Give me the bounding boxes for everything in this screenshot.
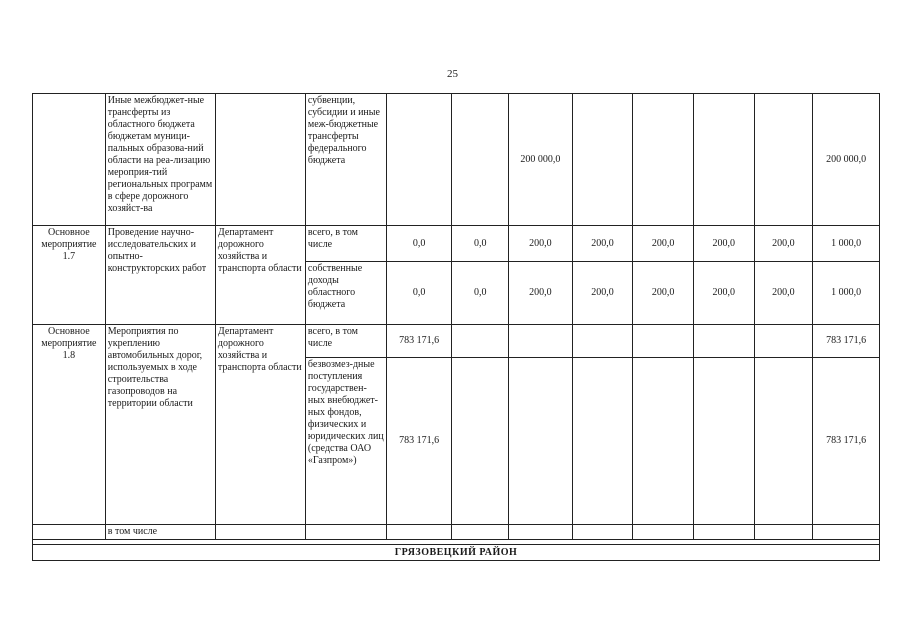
value-2018-cell: 200,0 (633, 226, 694, 262)
value-2014-cell (386, 94, 452, 226)
total-cell: 783 171,6 (813, 358, 880, 525)
value-2020-cell (754, 325, 813, 358)
funding-source-cell (305, 525, 386, 540)
value-2015-cell: 0,0 (452, 262, 509, 325)
funding-source-cell: безвозмез-дные поступления государствен-ных внебюджет-ных фондов, физических и юридических лиц (средства ОАО «Газпром») (305, 358, 386, 525)
total-cell: 1 000,0 (813, 262, 880, 325)
value-2018-cell: 200,0 (633, 262, 694, 325)
table-row (33, 525, 880, 540)
total-cell: 783 171,6 (813, 325, 880, 358)
total-cell: 1 000,0 (813, 226, 880, 262)
code-cell (33, 525, 106, 540)
value-2019-cell: 200,0 (693, 226, 754, 262)
value-2018-cell (633, 525, 694, 540)
value-2017-cell: 200,0 (572, 226, 633, 262)
value-2018-cell (633, 358, 694, 525)
value-2015-cell (452, 525, 509, 540)
activity-name-cell: в том числе (105, 525, 215, 540)
value-2014-cell: 0,0 (386, 262, 452, 325)
activity-name-cell: Мероприятия по укреплению автомобильных дорог, используемых в ходе строительства газопроводов на территории области (105, 325, 215, 525)
executor-cell (215, 94, 305, 226)
executor-cell: Департамент дорожного хозяйства и транспорта области (215, 325, 305, 525)
executor-cell (215, 525, 305, 540)
table-row (33, 94, 880, 226)
total-cell: 200 000,0 (813, 94, 880, 226)
activity-name-cell: Проведение научно-исследовательских и опытно-конструкторских работ (105, 226, 215, 325)
activity-code-cell: Основное мероприятие 1.8 (33, 325, 106, 525)
funding-source-cell: всего, в том числе (305, 226, 386, 262)
value-2015-cell: 0,0 (452, 226, 509, 262)
value-2020-cell (754, 358, 813, 525)
activity-name-cell: Иные межбюджет-ные трансферты из областного бюджета бюджетам муници-пальных образова-ний области на реа-лизацию мероприя-тий региональных программ в сфере дорожного хозяйст-ва (105, 94, 215, 226)
value-2016-cell: 200,0 (509, 226, 573, 262)
value-2020-cell (754, 525, 813, 540)
value-2015-cell (452, 358, 509, 525)
funding-source-cell: субвенции, субсидии и иные меж-бюджетные трансферты федерального бюджета (305, 94, 386, 226)
value-2019-cell (693, 325, 754, 358)
value-2014-cell: 783 171,6 (386, 358, 452, 525)
value-2017-cell (572, 325, 633, 358)
value-2017-cell (572, 94, 633, 226)
value-2019-cell (693, 358, 754, 525)
value-2017-cell (572, 358, 633, 525)
value-2016-cell: 200,0 (509, 262, 573, 325)
district-heading: ГРЯЗОВЕЦКИЙ РАЙОН (33, 545, 880, 561)
value-2016-cell (509, 525, 573, 540)
value-2020-cell (754, 94, 813, 226)
funding-source-cell: всего, в том числе (305, 325, 386, 358)
value-2015-cell (452, 94, 509, 226)
value-2019-cell: 200,0 (693, 262, 754, 325)
value-2016-cell: 200 000,0 (509, 94, 573, 226)
value-2014-cell: 0,0 (386, 226, 452, 262)
value-2016-cell (509, 325, 573, 358)
value-2015-cell (452, 325, 509, 358)
value-2018-cell (633, 94, 694, 226)
budget-table (32, 93, 880, 561)
value-2017-cell (572, 525, 633, 540)
value-2016-cell (509, 358, 573, 525)
page-number: 25 (447, 68, 458, 80)
code-cell (33, 94, 106, 226)
executor-cell: Департамент дорожного хозяйства и транспорта области (215, 226, 305, 325)
table-row (33, 325, 880, 358)
funding-source-cell: собственные доходы областного бюджета (305, 262, 386, 325)
value-2019-cell (693, 94, 754, 226)
value-2020-cell: 200,0 (754, 262, 813, 325)
total-cell (813, 525, 880, 540)
activity-code-cell: Основное мероприятие 1.7 (33, 226, 106, 325)
value-2018-cell (633, 325, 694, 358)
value-2014-cell (386, 525, 452, 540)
table-row (33, 545, 880, 561)
value-2019-cell (693, 525, 754, 540)
value-2020-cell: 200,0 (754, 226, 813, 262)
value-2017-cell: 200,0 (572, 262, 633, 325)
value-2014-cell: 783 171,6 (386, 325, 452, 358)
table-row (33, 226, 880, 262)
